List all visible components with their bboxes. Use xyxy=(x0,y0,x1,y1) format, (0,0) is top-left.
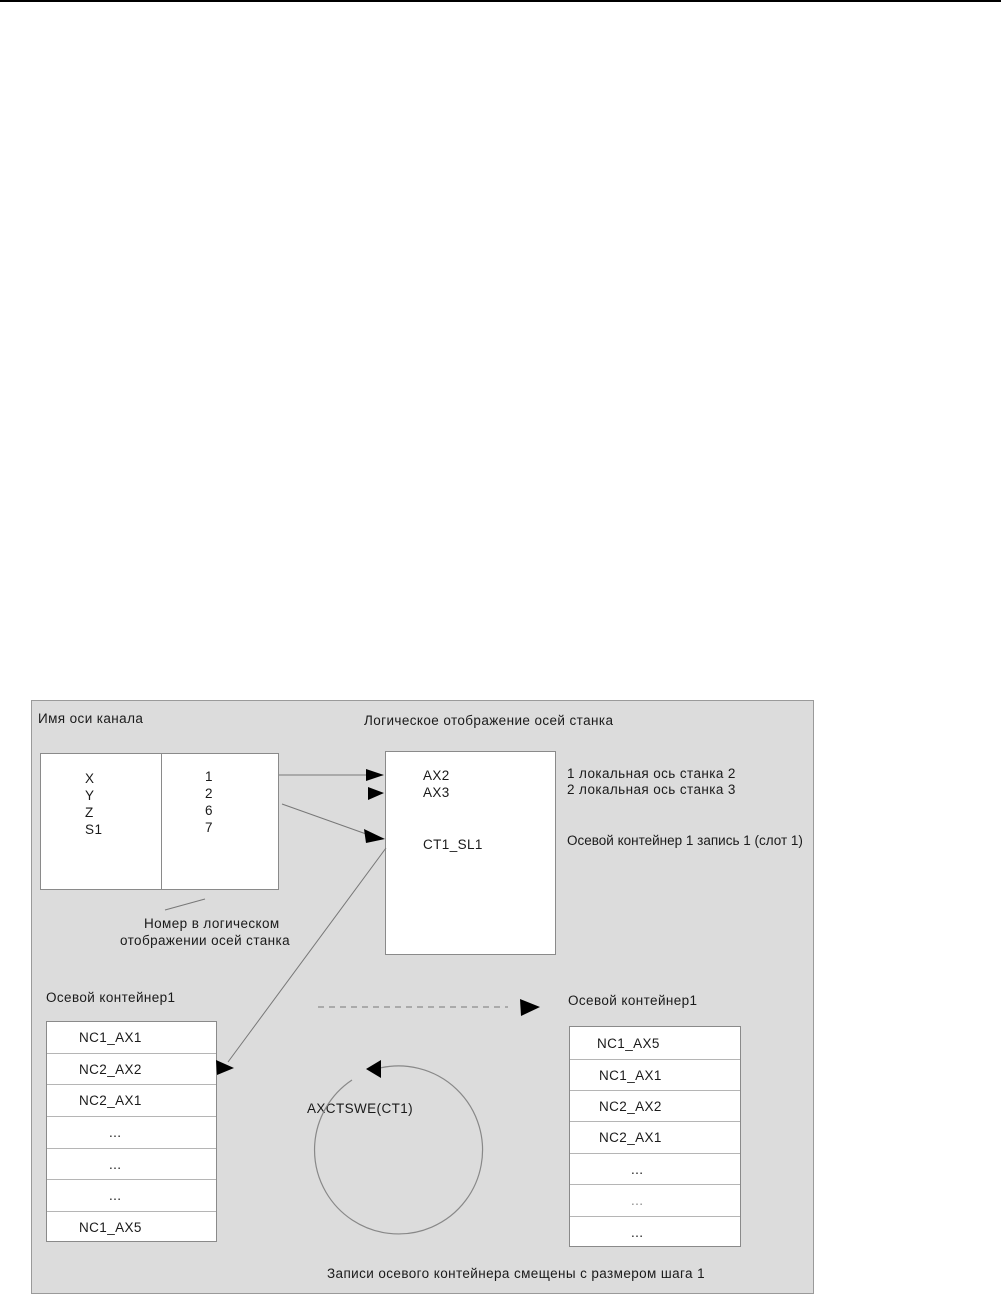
channel-axis-name: X xyxy=(85,771,95,786)
number-caption-line1: Номер в логическом xyxy=(144,916,280,931)
container-right-row: ... xyxy=(570,1185,740,1217)
logical-entry: AX3 xyxy=(423,785,450,800)
arrow-head xyxy=(364,829,385,843)
logical-note: 1 локальная ось станка 2 xyxy=(567,766,736,781)
container-right-row: ... xyxy=(570,1154,740,1185)
container-left-row: NC1_AX5 xyxy=(79,1220,142,1235)
footer-note: Записи осевого контейнера смещены с размером шага 1 xyxy=(327,1266,706,1281)
container-left-row: NC2_AX2 xyxy=(47,1054,216,1085)
container-right-title: Осевой контейнер1 xyxy=(568,993,698,1008)
number-caption-line2: отображении осей станка xyxy=(120,933,291,948)
logical-entry: AX2 xyxy=(423,768,450,783)
logical-entry: CT1_SL1 xyxy=(423,837,483,852)
arrow-head xyxy=(368,787,384,800)
container-left-title: Осевой контейнер1 xyxy=(46,990,176,1005)
rotation-command-label: AXCTSWE(CT1) xyxy=(307,1101,414,1116)
caption-leader-line xyxy=(165,899,205,910)
container-left-row: ... xyxy=(47,1117,216,1149)
connector-line xyxy=(282,804,369,835)
container-right-row: ... xyxy=(631,1225,644,1240)
container-left-row: NC1_AX1 xyxy=(47,1022,216,1054)
container-right-row: NC2_AX2 xyxy=(570,1091,740,1122)
logical-note: Осевой контейнер 1 запись 1 (слот 1) xyxy=(567,833,803,848)
container-right-row: NC2_AX1 xyxy=(570,1122,740,1154)
logical-mapping-label: Логическое отображение осей станка xyxy=(364,713,614,728)
container-left-row: ... xyxy=(47,1180,216,1212)
arrow-head xyxy=(366,769,384,781)
channel-axis-label: Имя оси канала xyxy=(38,711,144,726)
container-left-row: NC2_AX1 xyxy=(47,1085,216,1117)
arrow-head xyxy=(216,1060,234,1075)
rotation-circle xyxy=(315,1066,483,1234)
logical-number: 7 xyxy=(205,820,214,835)
container-right-row: NC1_AX1 xyxy=(570,1060,740,1091)
channel-axis-name: Y xyxy=(85,788,95,803)
container-right-row: NC1_AX5 xyxy=(570,1027,740,1060)
logical-number: 6 xyxy=(205,803,214,818)
connector-line xyxy=(228,848,386,1062)
arrow-head xyxy=(366,1060,381,1078)
logical-number: 2 xyxy=(205,786,214,801)
channel-axis-name: Z xyxy=(85,805,94,820)
channel-axis-name: S1 xyxy=(85,822,103,837)
container-left-row: ... xyxy=(47,1149,216,1180)
arrow-head xyxy=(520,999,540,1016)
logical-number: 1 xyxy=(205,769,214,784)
logical-note: 2 локальная ось станка 3 xyxy=(567,782,736,797)
